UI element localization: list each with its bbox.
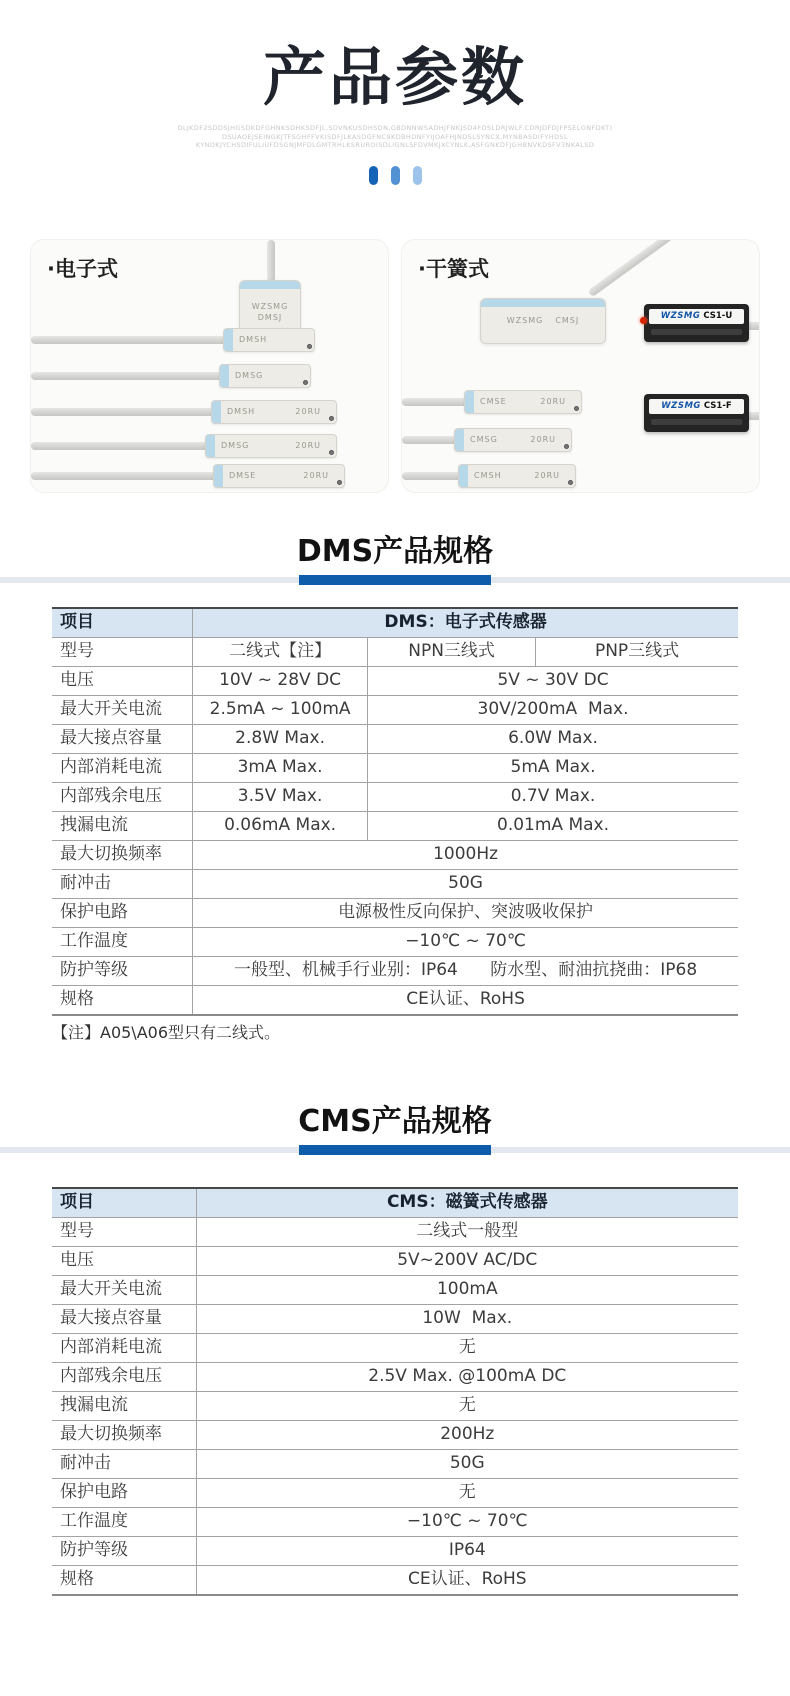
sensor-label: WZSMG [506,316,544,325]
spec-value: CE认证、RoHS [196,1565,738,1595]
sensor-label: CMSG [470,435,498,444]
spec-label: 保护电路 [52,898,193,927]
spec-value: 2.8W Max. [193,724,368,753]
spec-label: 内部消耗电流 [52,1333,196,1362]
spec-value: 0.01mA Max. [368,811,738,840]
sensor-label: DMSH [239,335,268,344]
spec-label: 最大开关电流 [52,695,193,724]
spec-label: 拽漏电流 [52,811,193,840]
sensor-cs1-u [644,304,749,342]
spec-row [52,753,738,782]
separator-dot [391,166,400,185]
spec-label: 型号 [52,1217,196,1246]
sensor-dmsg [219,364,311,388]
header-title-cell: DMS：电子式传感器 [193,608,738,638]
spec-label: 耐冲击 [52,869,193,898]
dms-section-heading: DMS产品规格 [296,533,494,569]
sensor-label-strip [649,399,744,414]
cable [588,239,687,297]
noise-line: DLJKDF2SDDSJHGSDKDFGHNKSDHKSDFJL,SDVNKUSDHSDN,GBDNNWSADHJFNKJSD4FOSLDRJWLF.CDRJDFDJFPSELGNFDKT) [177,124,613,132]
spec-label: 防护等级 [52,1536,196,1565]
cable [402,398,468,406]
photo-card-label: ·干簧式 [418,256,489,281]
spec-value: 无 [196,1478,738,1507]
brand-label: WZSMG [660,311,701,321]
sensor-label: DMSH [227,407,256,416]
spec-row [52,956,738,985]
decorative-noise-text [0,124,790,150]
sensor-dmse-20ru [213,464,345,488]
spec-value: 6.0W Max. [368,724,738,753]
spec-row [52,1449,738,1478]
screw-dot [329,450,334,455]
spec-value: 2.5mA ~ 100mA [193,695,368,724]
photo-card-reed [401,239,760,493]
spec-label: 保护电路 [52,1478,196,1507]
spec-label: 电压 [52,666,193,695]
sensor-label: CS1-U [703,311,733,321]
led-indicator [640,317,647,324]
cable [31,372,223,380]
sensor-label: CMSJ [555,316,580,325]
spec-label: 最大切换频率 [52,1420,196,1449]
sensor-cap [240,281,300,289]
header-item-cell: 项目 [52,1188,196,1218]
product-photo-gallery [30,239,760,493]
sensor-cmsj [480,298,606,344]
cable [402,436,458,444]
spec-row [52,811,738,840]
spec-label: 耐冲击 [52,1449,196,1478]
spec-value: 100mA [196,1275,738,1304]
cable [31,442,209,450]
spec-row [52,1217,738,1246]
sensor-cmsg-20ru [454,428,572,452]
spec-row [52,1362,738,1391]
spec-value: 0.7V Max. [368,782,738,811]
spec-row [52,840,738,869]
spec-label: 型号 [52,637,193,666]
spec-row [52,695,738,724]
spec-value: IP64 [196,1536,738,1565]
spec-label: 防护等级 [52,956,193,985]
cable [402,472,462,480]
spec-row [52,1391,738,1420]
spec-value: PNP三线式 [536,637,738,666]
sensor-cap [465,391,474,413]
spec-value: 0.06mA Max. [193,811,368,840]
underline-dark-bar [299,1145,491,1155]
sensor-size-label: 20RU [295,441,321,450]
spec-value: 2.5V Max. @100mA DC [196,1362,738,1391]
cable [31,336,227,344]
separator-dot [413,166,422,185]
spec-value: 1000Hz [193,840,738,869]
sensor-cap [459,465,468,487]
sensor-label: DMSG [221,441,250,450]
sensor-cap [212,401,221,423]
sensor-label-strip [649,309,744,324]
photo-card-electronic [30,239,389,493]
spec-value: −10℃ ~ 70℃ [193,927,738,956]
divider-dots [0,166,790,185]
dms-heading-underline [0,575,790,585]
screw-dot [307,344,312,349]
spec-value: 5V~200V AC/DC [196,1246,738,1275]
spec-value: 3.5V Max. [193,782,368,811]
sensor-groove [651,329,742,335]
sensor-cap [224,329,233,351]
spec-row [52,782,738,811]
spec-label: 最大开关电流 [52,1275,196,1304]
sensor-dmsh [223,328,315,352]
spec-row [52,1304,738,1333]
spec-value: 5mA Max. [368,753,738,782]
sensor-label: CS1-F [703,401,732,411]
cms-heading-underline [0,1145,790,1155]
spec-row [52,985,738,1015]
spec-label: 工作温度 [52,927,193,956]
spec-value: CE认证、RoHS [193,985,738,1015]
spec-row [52,1478,738,1507]
sensor-dmsg-20ru [205,434,337,458]
spec-row [52,666,738,695]
spec-value: 200Hz [196,1420,738,1449]
spec-row [52,724,738,753]
spec-label: 最大接点容量 [52,724,193,753]
sensor-cap [481,299,605,307]
spec-value: 无 [196,1333,738,1362]
spec-row [52,1536,738,1565]
sensor-label: DMSG [235,371,264,380]
sensor-cs1-f [644,394,749,432]
bottom-whitespace [0,1596,790,1696]
spec-value: NPN三线式 [368,637,536,666]
photo-card-label: ·电子式 [47,256,118,281]
spec-row [52,898,738,927]
spec-value: 一般型、机械手行业别：IP64 防水型、耐油抗挠曲：IP68 [193,956,738,985]
spec-row [52,869,738,898]
spec-label: 电压 [52,1246,196,1275]
sensor-size-label: 20RU [303,471,329,480]
sensor-dmsh-20ru [211,400,337,424]
spec-row [52,637,738,666]
screw-dot [568,480,573,485]
separator-dot [369,166,378,185]
sensor-cap [455,429,464,451]
spec-value: 30V/200mA Max. [368,695,738,724]
sensor-size-label: 20RU [534,471,560,480]
spec-value: 二线式一般型 [196,1217,738,1246]
header-title-cell: CMS：磁簧式传感器 [196,1188,738,1218]
spec-value: 二线式【注】 [193,637,368,666]
spec-value: −10℃ ~ 70℃ [196,1507,738,1536]
sensor-label: CMSE [480,397,507,406]
spec-row [52,1246,738,1275]
underline-dark-bar [299,575,491,585]
spec-label: 规格 [52,985,193,1015]
table-header-row [52,608,738,638]
spec-value: 10W Max. [196,1304,738,1333]
spec-row [52,1420,738,1449]
spec-value: 50G [193,869,738,898]
sensor-size-label: 20RU [295,407,321,416]
sensor-size-label: 20RU [530,435,556,444]
dms-spec-table [52,607,738,1016]
sensor-label: WZSMG [251,301,289,311]
screw-dot [337,480,342,485]
spec-value: 3mA Max. [193,753,368,782]
screw-dot [303,380,308,385]
cable [267,240,275,282]
screw-dot [564,444,569,449]
cable [31,472,217,480]
spec-label: 规格 [52,1565,196,1595]
spec-label: 内部残余电压 [52,782,193,811]
spec-value: 50G [196,1449,738,1478]
spec-label: 内部残余电压 [52,1362,196,1391]
sensor-groove [651,419,742,425]
dms-footnote: 【注】A05\A06型只有二线式。 [52,1022,281,1042]
sensor-cap [214,465,223,487]
spec-row [52,927,738,956]
screw-dot [574,406,579,411]
noise-line: KYNDKJYCHSDIFULIUFDSGNJMFDLGMTRHLKSRUROISDLIGNLSFDVMKJXCYNLK,ASFGNKDFJGHBNVKDSFV3NKALSD [195,141,595,149]
sensor-cap [206,435,215,457]
sensor-label: CMSH [474,471,502,480]
spec-value: 5V ~ 30V DC [368,666,738,695]
sensor-label: DMSE [229,471,257,480]
spec-label: 最大切换频率 [52,840,193,869]
spec-row [52,1565,738,1595]
spec-value: 10V ~ 28V DC [193,666,368,695]
spec-label: 最大接点容量 [52,1304,196,1333]
spec-label: 拽漏电流 [52,1391,196,1420]
sensor-cmse-20ru [464,390,582,414]
title-block [0,0,790,185]
cms-section-heading: CMS产品规格 [298,1103,492,1139]
spec-label: 工作温度 [52,1507,196,1536]
sensor-size-label: 20RU [540,397,566,406]
table-header-row [52,1188,738,1218]
spec-value: 无 [196,1391,738,1420]
header-item-cell: 项目 [52,608,193,638]
cms-spec-table [52,1187,738,1596]
sensor-label: DMSJ [257,312,283,322]
page-title: 产品参数 [263,41,527,114]
cable [31,408,215,416]
sensor-cmsh-20ru [458,464,576,488]
spec-row [52,1275,738,1304]
noise-line: DSUAOEJSEINGKJTFSGHFFVKISDFJLKASDGFNC9KDBHDNFYIJOAFHJNDSLSYNCX,MYNBASDIFYHDSL [222,132,568,141]
spec-row [52,1333,738,1362]
spec-label: 内部消耗电流 [52,753,193,782]
screw-dot [329,416,334,421]
brand-label: WZSMG [661,401,701,411]
sensor-cap [220,365,229,387]
spec-row [52,1507,738,1536]
spec-value: 电源极性反向保护、突波吸收保护 [193,898,738,927]
